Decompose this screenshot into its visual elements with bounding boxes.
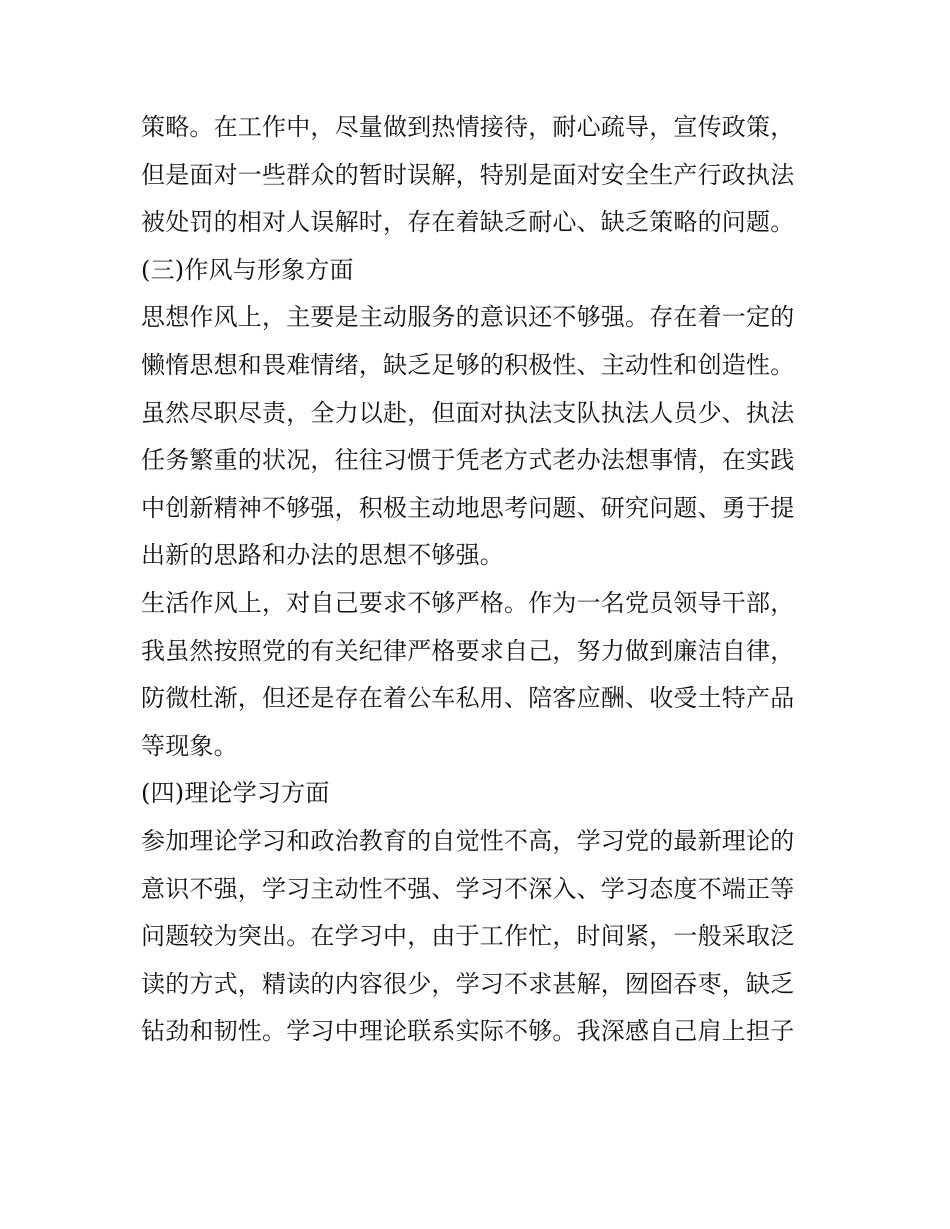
text-line: 中创新精神不够强，积极主动地思考问题、研究问题、勇于提 xyxy=(141,493,795,522)
text-line: 生活作风上，对自己要求不够严格。作为一名党员领导干部， xyxy=(141,588,795,617)
document-body-text xyxy=(141,104,821,1056)
text-line: 虽然尽职尽责，全力以赴，但面对执法支队执法人员少、执法 xyxy=(141,398,795,427)
text-line: 钻劲和韧性。学习中理论联系实际不够。我深感自己肩上担子 xyxy=(141,1017,795,1046)
text-line: 被处罚的相对人误解时，存在着缺乏耐心、缺乏策略的问题。 xyxy=(141,208,795,237)
text-line: 但是面对一些群众的暂时误解，特别是面对安全生产行政执法 xyxy=(141,160,795,189)
text-line: 思想作风上，主要是主动服务的意识还不够强。存在着一定的 xyxy=(141,303,795,332)
text-line: 懒惰思想和畏难情绪，缺乏足够的积极性、主动性和创造性。 xyxy=(141,350,795,379)
text-line: 读的方式，精读的内容很少，学习不求甚解，囫囵吞枣，缺乏 xyxy=(141,969,795,998)
text-line: 策略。在工作中，尽量做到热情接待，耐心疏导，宣传政策， xyxy=(141,113,795,141)
text-line: 参加理论学习和政治教育的自觉性不高，学习党的最新理论的 xyxy=(141,826,795,855)
text-line: 出新的思路和办法的思想不够强。 xyxy=(141,541,504,570)
text-line: 等现象。 xyxy=(141,731,238,760)
text-line: 问题较为突出。在学习中，由于工作忙，时间紧，一般采取泛 xyxy=(141,922,795,951)
section-heading-3: (三)作风与形象方面 xyxy=(141,255,354,284)
section-heading-4: (四)理论学习方面 xyxy=(141,779,330,808)
text-line: 意识不强，学习主动性不强、学习不深入、学习态度不端正等 xyxy=(141,874,795,903)
text-line: 防微杜渐，但还是存在着公车私用、陪客应酬、收受土特产品 xyxy=(141,684,795,713)
text-line: 我虽然按照党的有关纪律严格要求自己，努力做到廉洁自律， xyxy=(141,636,795,665)
text-line: 任务繁重的状况，往往习惯于凭老方式老办法想事情，在实践 xyxy=(141,446,795,475)
